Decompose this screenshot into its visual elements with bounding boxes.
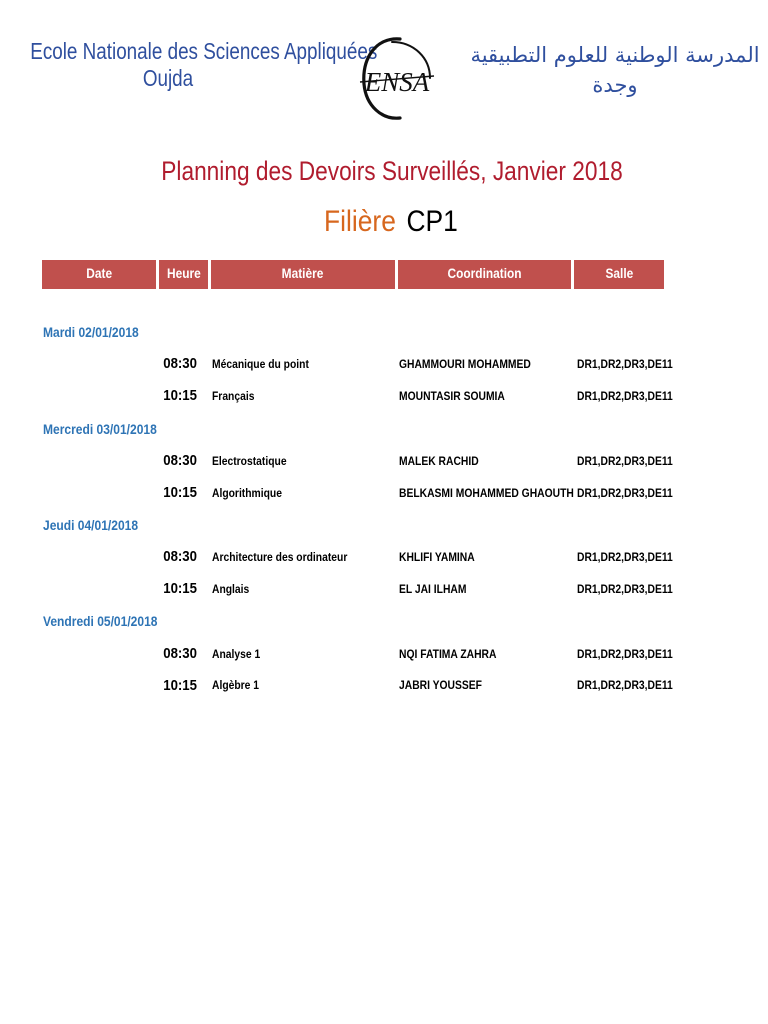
column-header-heure: Heure	[159, 260, 208, 289]
filiere-label: Filière	[324, 205, 396, 238]
exam-salle: DR1,DR2,DR3,DE11	[577, 486, 673, 500]
exam-salle: DR1,DR2,DR3,DE11	[577, 357, 673, 371]
exam-salle: DR1,DR2,DR3,DE11	[577, 582, 673, 596]
exam-subject: Algorithmique	[212, 486, 282, 500]
column-header-matiere: Matière	[211, 260, 395, 289]
exam-salle: DR1,DR2,DR3,DE11	[577, 678, 673, 692]
exam-time: 08:30	[163, 452, 197, 469]
school-city-fr: Oujda	[142, 65, 194, 91]
exam-coordination: MOUNTASIR SOUMIA	[399, 389, 505, 403]
school-name-arabic	[470, 40, 760, 100]
ensa-logo-text: ENSA	[364, 67, 430, 97]
filiere-heading	[324, 205, 458, 239]
ensa-logo	[356, 36, 438, 122]
school-name-ar-line1: المدرسة الوطنية للعلوم التطبيقية	[470, 43, 760, 67]
exam-time: 08:30	[163, 645, 197, 662]
school-name-french	[30, 38, 378, 92]
exam-subject: Architecture des ordinateur	[212, 550, 348, 564]
exam-time: 08:30	[163, 548, 197, 565]
column-header-salle: Salle	[574, 260, 664, 289]
school-city-ar: وجدة	[592, 73, 638, 97]
day-heading: Vendredi 05/01/2018	[43, 613, 158, 629]
column-header-coordination: Coordination	[398, 260, 571, 289]
day-heading: Mercredi 03/01/2018	[43, 421, 157, 437]
exam-coordination: KHLIFI YAMINA	[399, 550, 475, 564]
exam-salle: DR1,DR2,DR3,DE11	[577, 647, 673, 661]
exam-subject: Mécanique du point	[212, 357, 309, 371]
exam-time: 10:15	[163, 580, 197, 597]
exam-time: 10:15	[163, 484, 197, 501]
exam-coordination: GHAMMOURI MOHAMMED	[399, 357, 531, 371]
exam-subject: Français	[212, 389, 255, 403]
day-heading: Mardi 02/01/2018	[43, 324, 139, 340]
exam-salle: DR1,DR2,DR3,DE11	[577, 454, 673, 468]
exam-subject: Analyse 1	[212, 647, 261, 661]
column-header-date: Date	[42, 260, 156, 289]
exam-subject: Electrostatique	[212, 454, 287, 468]
exam-salle: DR1,DR2,DR3,DE11	[577, 550, 673, 564]
day-heading: Jeudi 04/01/2018	[43, 517, 139, 533]
exam-time: 10:15	[163, 677, 197, 694]
exam-subject: Algèbre 1	[212, 678, 260, 692]
exam-salle: DR1,DR2,DR3,DE11	[577, 389, 673, 403]
school-name-fr-line1: Ecole Nationale des Sciences Appliquées	[30, 38, 378, 64]
exam-time: 10:15	[163, 387, 197, 404]
exam-coordination: BELKASMI MOHAMMED GHAOUTH	[399, 486, 574, 500]
exam-subject: Anglais	[212, 582, 250, 596]
exam-coordination: JABRI YOUSSEF	[399, 678, 482, 692]
exam-coordination: MALEK RACHID	[399, 454, 479, 468]
exam-coordination: EL JAI ILHAM	[399, 582, 467, 596]
exam-coordination: NQI FATIMA ZAHRA	[399, 647, 497, 661]
document-title: Planning des Devoirs Surveillés, Janvier 2018	[161, 156, 623, 186]
exam-time: 08:30	[163, 355, 197, 372]
filiere-value: CP1	[406, 205, 458, 238]
